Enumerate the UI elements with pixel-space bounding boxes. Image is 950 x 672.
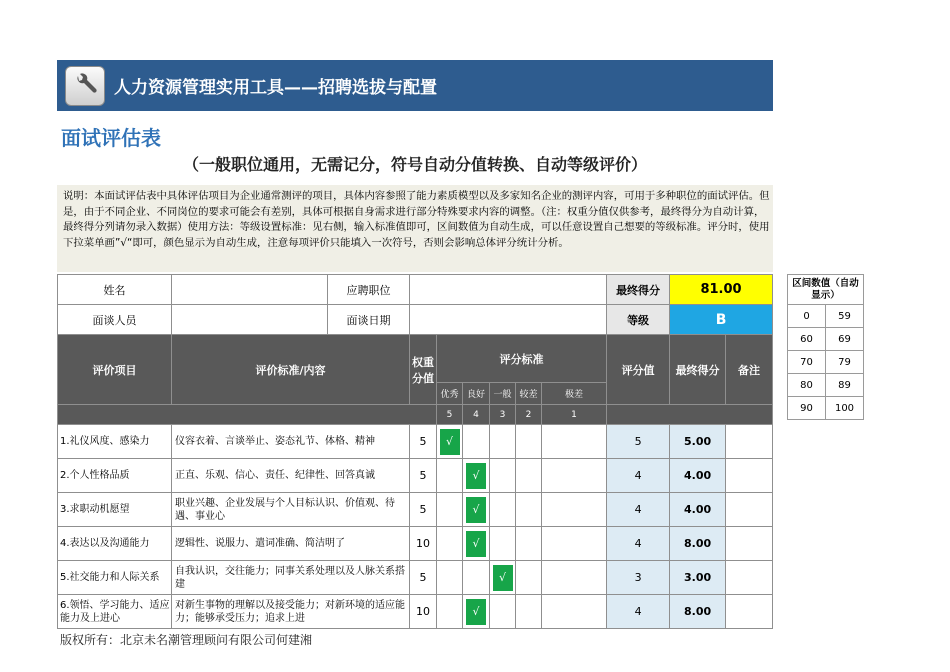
range-row [788,328,864,351]
item-name: 1.礼仪风度、感染力 [58,425,172,459]
level-label: 较差 [516,383,542,405]
item-final-score: 4.00 [670,459,726,493]
item-criteria: 逻辑性、说服力、遣词准确、简洁明了 [172,527,410,561]
item-weight: 5 [410,561,437,595]
rating-value: 4 [607,459,670,493]
level-points: 2 [516,405,542,425]
item-weight: 10 [410,595,437,629]
remark-field[interactable] [726,527,773,561]
table-row [58,527,773,561]
item-weight: 5 [410,425,437,459]
item-criteria: 对新生事物的理解以及接受能力；对新环境的适应能力；能够承受压力；追求上进 [172,595,410,629]
check-mark: √ [466,599,486,625]
rating-cell[interactable] [490,595,516,629]
range-row [788,351,864,374]
rating-cell[interactable] [437,561,463,595]
header-rating-standard: 评分标准 [437,335,607,383]
date-field[interactable] [410,305,607,335]
range-min: 0 [788,305,826,328]
item-criteria: 职业兴趣、企业发展与个人目标认识、价值观、待遇、事业心 [172,493,410,527]
table-row [58,425,773,459]
remark-field[interactable] [726,561,773,595]
item-criteria: 仪容衣着、言谈举止、姿态礼节、体格、精神 [172,425,410,459]
range-min: 90 [788,397,826,420]
rating-cell[interactable] [463,459,490,493]
range-min: 80 [788,374,826,397]
range-row [788,305,864,328]
rating-cell[interactable] [516,493,542,527]
header-item: 评价项目 [58,335,172,405]
level-points: 1 [542,405,607,425]
item-final-score: 8.00 [670,595,726,629]
header-rating-value: 评分值 [607,335,670,405]
range-min: 70 [788,351,826,374]
rating-cell[interactable] [490,561,516,595]
final-score-value: 81.00 [670,275,773,305]
rating-cell[interactable] [490,425,516,459]
rating-cell[interactable] [490,493,516,527]
level-label: 极差 [542,383,607,405]
form-title: 面试评估表 [61,126,161,150]
range-row [788,397,864,420]
rating-cell[interactable] [437,595,463,629]
item-final-score: 4.00 [670,493,726,527]
item-weight: 5 [410,459,437,493]
rating-cell[interactable] [516,425,542,459]
rating-value: 4 [607,493,670,527]
check-mark: √ [493,565,513,591]
item-name: 6.领悟、学习能力、适应能力及上进心 [58,595,172,629]
table-row [58,561,773,595]
rating-cell[interactable] [463,595,490,629]
range-max: 79 [826,351,864,374]
rating-cell[interactable] [542,425,607,459]
range-table [787,274,864,420]
rating-cell[interactable] [542,527,607,561]
item-weight: 10 [410,527,437,561]
level-label: 优秀 [437,383,463,405]
rating-cell[interactable] [516,595,542,629]
header-final-score: 最终得分 [670,335,726,405]
copyright-footer: 版权所有：北京未名潮管理顾问有限公司何建湘 [60,633,313,647]
grade-value: B [670,305,773,335]
item-name: 3.求职动机愿望 [58,493,172,527]
interviewer-label: 面谈人员 [58,305,172,335]
header-remark: 备注 [726,335,773,405]
name-field[interactable] [172,275,328,305]
rating-cell[interactable] [437,493,463,527]
rating-cell[interactable] [463,493,490,527]
remark-field[interactable] [726,493,773,527]
range-max: 59 [826,305,864,328]
header-criteria: 评价标准/内容 [172,335,410,405]
item-criteria: 正直、乐观、信心、责任、纪律性、回答真诚 [172,459,410,493]
rating-cell[interactable] [463,527,490,561]
range-max: 89 [826,374,864,397]
table-row [58,459,773,493]
form-subtitle: （一般职位通用，无需记分，符号自动分值转换、自动等级评价） [183,155,648,174]
rating-cell[interactable] [516,561,542,595]
item-name: 4.表达以及沟通能力 [58,527,172,561]
level-points: 3 [490,405,516,425]
level-label: 良好 [463,383,490,405]
rating-cell[interactable] [542,493,607,527]
rating-value: 3 [607,561,670,595]
item-name: 2.个人性格品质 [58,459,172,493]
rating-cell[interactable] [463,425,490,459]
rating-value: 4 [607,595,670,629]
name-label: 姓名 [58,275,172,305]
rating-cell[interactable] [437,459,463,493]
final-score-label: 最终得分 [607,275,670,305]
check-mark: √ [466,531,486,557]
level-label: 一般 [490,383,516,405]
range-min: 60 [788,328,826,351]
rating-value: 4 [607,527,670,561]
header-weight: 权重分值 [410,335,437,405]
table-row [58,595,773,629]
item-weight: 5 [410,493,437,527]
range-max: 100 [826,397,864,420]
level-points: 4 [463,405,490,425]
date-label: 面谈日期 [328,305,410,335]
rating-cell[interactable] [437,425,463,459]
evaluation-table [57,274,773,629]
level-points: 5 [437,405,463,425]
wrench-icon [65,66,105,106]
rating-cell[interactable] [490,459,516,493]
check-mark: √ [440,429,460,455]
check-mark: √ [466,463,486,489]
remark-field[interactable] [726,425,773,459]
check-mark: √ [466,497,486,523]
range-row [788,374,864,397]
rating-cell[interactable] [490,527,516,561]
rating-value: 5 [607,425,670,459]
range-max: 69 [826,328,864,351]
form-description: 说明：本面试评估表中具体评估项目为企业通常测评的项目，具体内容参照了能力素质模型以及多家知名企业的测评内容，可用于多种职位的面试评估。但是，由于不同企业、不同岗位的要求可能会有差别，具体可根据自身需求进行部分特殊要求内容的调整。（注：权重分值仅供参考，最终得分为自动计算，最终得分列请勿录入数据）使用方法：等级设置标准：见右侧，输入标准值即可，区间数值为自动生成，可以任意设置自己想要的等级标准。评分时，使用下拉菜单画”√“即可，颜色显示为自动生成，注意每项评价只能填入一次符号，否则会影响总体评分统计分析。 [57,185,773,272]
rating-cell[interactable] [516,459,542,493]
item-criteria: 自我认识，交往能力；同事关系处理以及人脉关系搭建 [172,561,410,595]
item-final-score: 3.00 [670,561,726,595]
position-field[interactable] [410,275,607,305]
table-row [58,493,773,527]
item-name: 5.社交能力和人际关系 [58,561,172,595]
app-banner [57,60,773,111]
rating-cell[interactable] [463,561,490,595]
range-header: 区间数值（自动显示） [788,275,864,305]
rating-cell[interactable] [516,527,542,561]
interviewer-field[interactable] [172,305,328,335]
remark-field[interactable] [726,459,773,493]
position-label: 应聘职位 [328,275,410,305]
item-final-score: 8.00 [670,527,726,561]
rating-cell[interactable] [542,561,607,595]
remark-field[interactable] [726,595,773,629]
rating-cell[interactable] [437,527,463,561]
rating-cell[interactable] [542,595,607,629]
rating-cell[interactable] [542,459,607,493]
item-final-score: 5.00 [670,425,726,459]
grade-label: 等级 [607,305,670,335]
banner-title: 人力资源管理实用工具——招聘选拔与配置 [114,78,437,98]
